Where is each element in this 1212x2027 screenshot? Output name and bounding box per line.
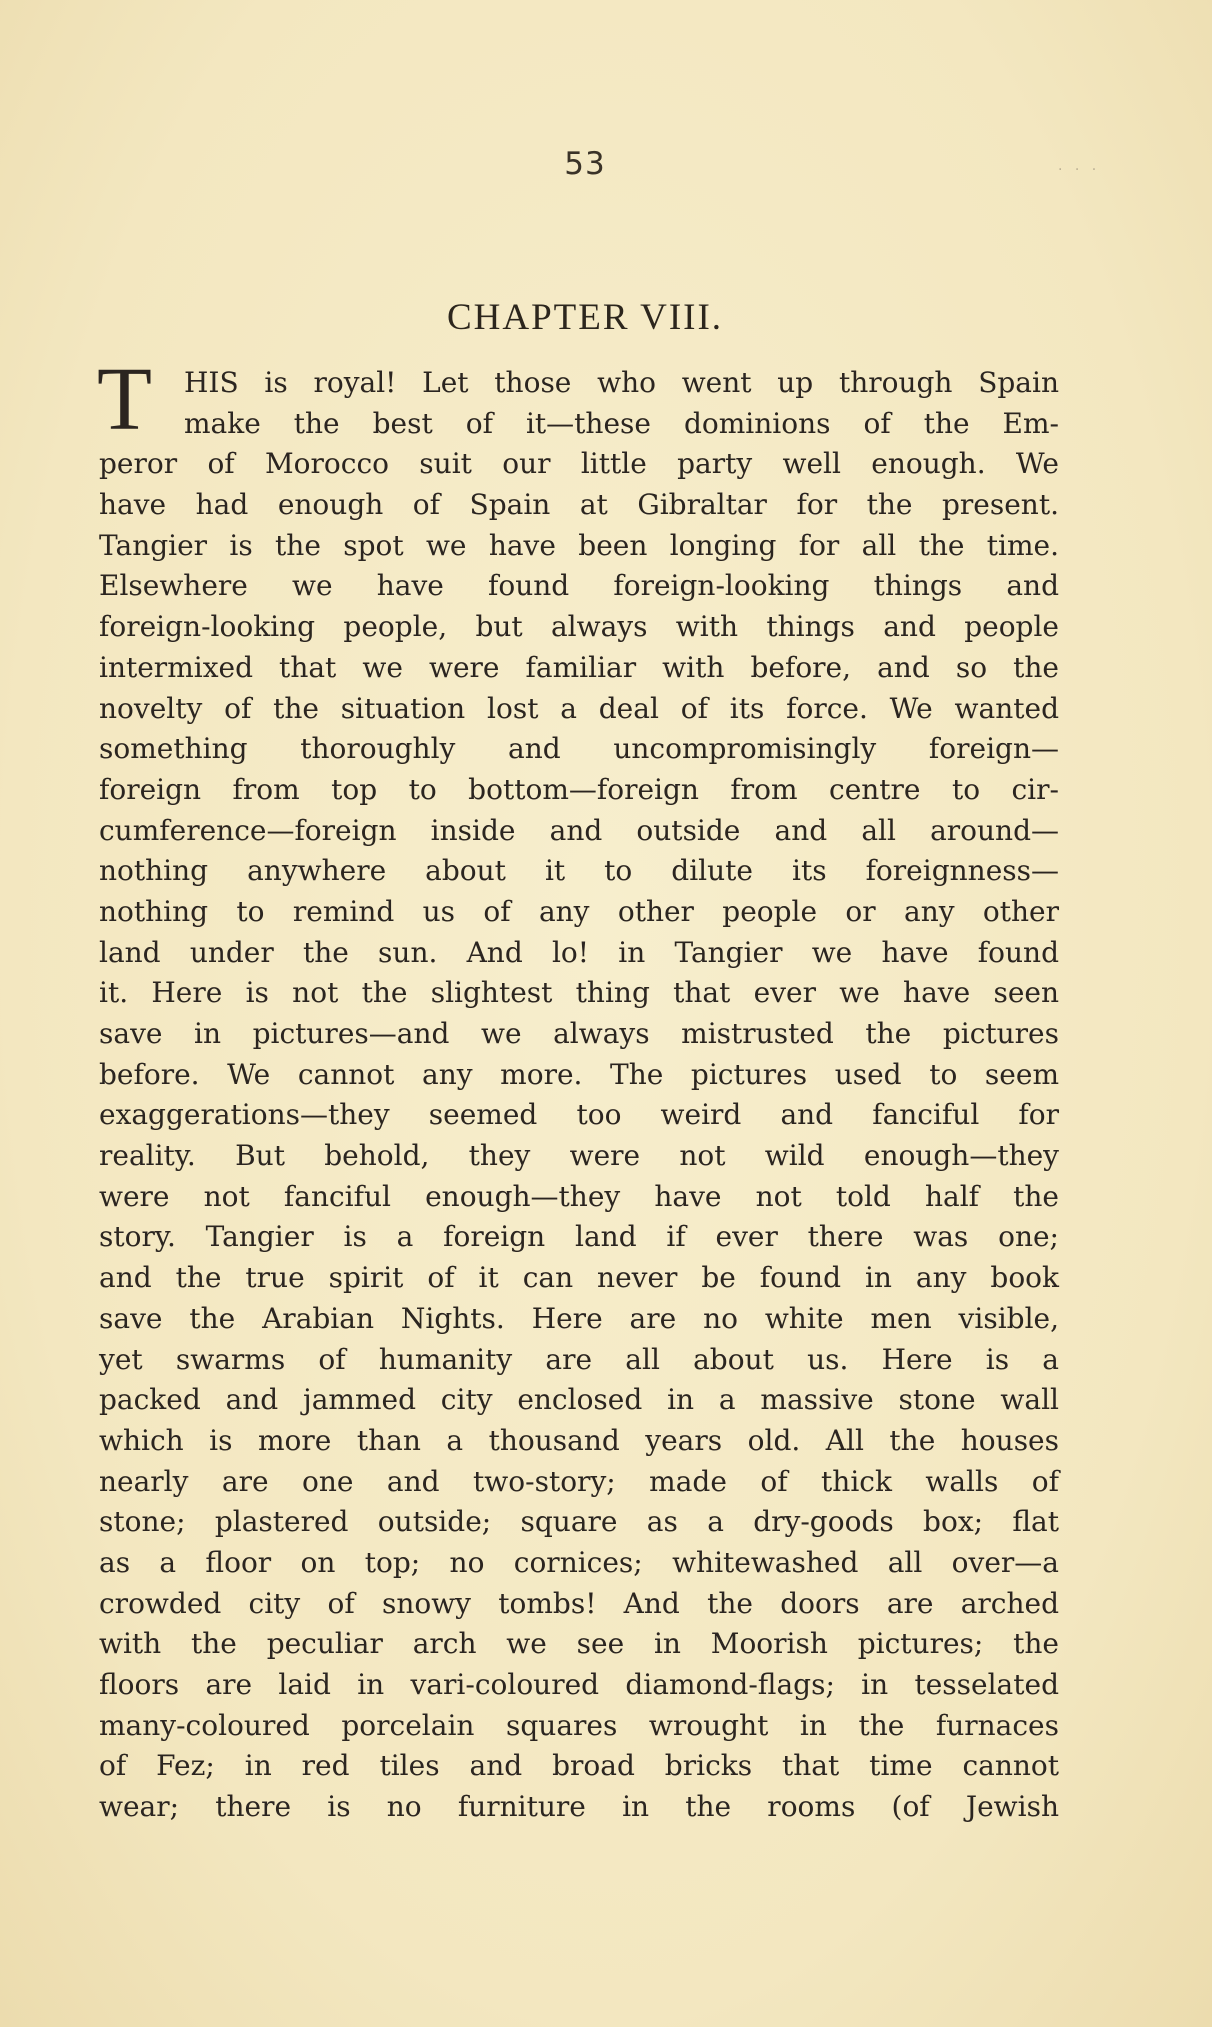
text-line: of Fez; in red tiles and broad bricks that time cannot: [99, 1749, 1059, 1783]
text-line: foreign from top to bottom—foreign from centre to cir-: [99, 772, 1059, 806]
text-line: it. Here is not the slightest thing that ever we have seen: [99, 976, 1059, 1010]
text-line: stone; plastered outside; square as a dry-goods box; flat: [99, 1505, 1059, 1539]
text-line: HIS is royal! Let those who went up through Spain: [184, 366, 1059, 399]
text-line: save the Arabian Nights. Here are no white men visible,: [99, 1301, 1059, 1335]
text-line: foreign-looking people, but always with things and people: [99, 610, 1059, 644]
text-line: which is more than a thousand years old. All the houses: [99, 1423, 1059, 1457]
text-line: many-coloured porcelain squares wrought in the furnaces: [99, 1708, 1059, 1742]
text-line: land under the sun. And lo! in Tangier we have found: [99, 935, 1059, 969]
text-line: were not fanciful enough—they have not told half the: [99, 1179, 1059, 1213]
text-line: before. We cannot any more. The pictures used to seem: [99, 1057, 1059, 1091]
text-line: nothing anywhere about it to dilute its foreignness—: [99, 854, 1059, 888]
text-line: cumference—foreign inside and outside and all around—: [99, 813, 1059, 847]
text-line: and the true spirit of it can never be found in any book: [99, 1261, 1059, 1295]
text-line: crowded city of snowy tombs! And the doors are arched: [99, 1586, 1059, 1620]
text-line: story. Tangier is a foreign land if ever there was one;: [99, 1220, 1059, 1254]
text-line: nothing to remind us of any other people or any other: [99, 894, 1059, 928]
text-line: floors are laid in vari-coloured diamond-flags; in tesselated: [99, 1668, 1059, 1701]
text-line: Tangier is the spot we have been longing for all the time.: [99, 528, 1059, 562]
text-line: packed and jammed city enclosed in a massive stone wall: [99, 1383, 1059, 1417]
text-line: make the best of it—these dominions of the Em-: [184, 406, 1059, 440]
chapter-heading: CHAPTER VIII.: [446, 297, 724, 338]
text-line: as a floor on top; no cornices; whitewashed all over—a: [99, 1545, 1059, 1579]
text-line: yet swarms of humanity are all about us. Here is a: [99, 1342, 1059, 1376]
text-line: Elsewhere we have found foreign-looking things and: [99, 569, 1059, 603]
text-line: save in pictures—and we always mistrusted the pictures: [99, 1017, 1059, 1050]
text-line: with the peculiar arch we see in Moorish pictures; the: [99, 1627, 1059, 1661]
text-line: peror of Morocco suit our little party well enough. We: [99, 447, 1059, 481]
text-line: novelty of the situation lost a deal of its force. We wanted: [99, 691, 1059, 725]
text-line: have had enough of Spain at Gibraltar for the present.: [99, 488, 1059, 522]
page-number: 53: [564, 146, 606, 182]
text-line: intermixed that we were familiar with before, and so the: [99, 650, 1059, 684]
page-smudge: · · ·: [1058, 162, 1101, 178]
text-line: wear; there is no furniture in the rooms (of Jewish: [99, 1790, 1059, 1824]
drop-cap: T: [97, 350, 152, 449]
body-text: [97, 350, 1059, 1828]
text-line: something thoroughly and uncompromisingly foreign—: [99, 732, 1059, 766]
text-line: exaggerations—they seemed too weird and fanciful for: [99, 1098, 1059, 1132]
text-line: reality. But behold, they were not wild enough—they: [99, 1139, 1059, 1173]
text-line: nearly are one and two-story; made of thick walls of: [99, 1464, 1059, 1498]
